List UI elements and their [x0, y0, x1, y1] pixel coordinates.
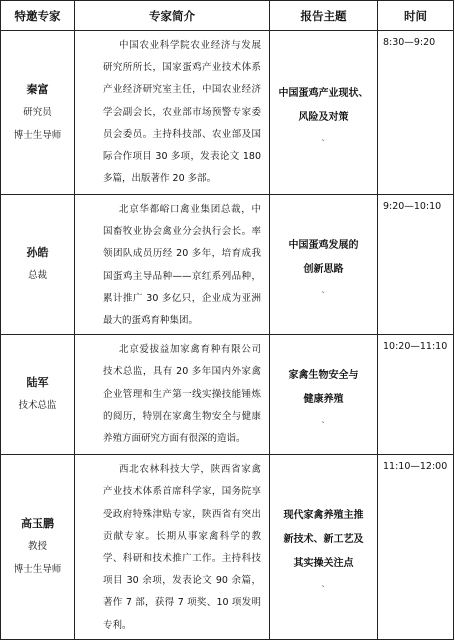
topic-line: 健康养殖 — [303, 393, 344, 405]
expert-name: 秦富 — [26, 82, 49, 96]
expert-title: 研究员 — [23, 106, 52, 118]
expert-name: 陆军 — [26, 376, 49, 390]
expert-name: 高玉鹏 — [21, 517, 54, 531]
table-row — [1, 195, 454, 335]
topic-line: 中国蛋鸡产业现状、 — [278, 87, 369, 99]
bio-cell — [75, 31, 270, 195]
time-slot: 8:30—9:20 — [383, 37, 436, 48]
expert-title: 总裁 — [27, 270, 47, 282]
topic-line: 其实操关注点 — [293, 558, 354, 570]
time-cell — [378, 195, 454, 335]
topic-line: 中国蛋鸡发展的 — [288, 239, 359, 251]
topic-cell — [270, 195, 378, 335]
topic-line: 创新思路 — [303, 263, 344, 275]
expert-title: 技术总监 — [18, 400, 57, 412]
time-slot: 10:20—11:10 — [383, 341, 448, 353]
expert-cell — [1, 195, 75, 335]
expert-cell — [1, 31, 75, 195]
expert-bio: 中国农业科学院农业经济与发展研究所所长，国家蛋鸡产业技术体系产业经济研究室主任，中国农业经济学会副会长，农业部市场预警专家委员会委员。主持科技部、农业部及国际合作项目 30 多项，发表论文 180 多篇，出版著作 20 多部。 — [103, 40, 261, 185]
header-topic: 报告主题 — [270, 1, 378, 31]
time-cell — [378, 335, 454, 455]
time-slot: 9:20—10:10 — [383, 201, 442, 212]
bio-cell — [75, 195, 270, 335]
topic-cell — [270, 335, 378, 455]
expert-bio: 北京爱拔益加家禽育种有限公司技术总监，具有 20 多年国内外家禽企业管理和生产第一线实操技能锤炼的阅历，特别在家禽生物安全与健康养殖方面研究方面有很深的造诣。 — [103, 344, 261, 445]
paragraph-mark-icon: ˎ — [321, 578, 326, 588]
topic-line: 新技术、新工艺及 — [283, 534, 364, 546]
topic-line: 家禽生物安全与 — [288, 369, 359, 381]
expert-bio: 西北农林科技大学，陕西省家禽产业技术体系首席科学家，国务院享受政府特殊津贴专家，陕西省有突出贡献专家。长期从事家禽科学的教学、科研和技术推广工作。主持科技项目 30 余项，发表论文 90 余篇，著作 7 部，获得 7 项奖、10 项发明专利。 — [103, 464, 261, 631]
table-row — [1, 335, 454, 455]
time-slot: 11:10—12:00 — [383, 461, 448, 473]
topic-cell — [270, 31, 378, 195]
expert-bio: 北京华都峪口禽业集团总裁，中国畜牧业协会禽业分会执行会长。率领团队成员历经 20 多年，培育成我国蛋鸡主导品种——京红系列品种，累计推广 30 多亿只，企业成为亚洲最大的蛋鸡育种集团。 — [103, 204, 261, 327]
paragraph-mark-icon: ˎ — [321, 283, 326, 293]
paragraph-mark-icon: ˎ — [321, 131, 326, 141]
expert-cell — [1, 455, 75, 640]
expert-name: 孙皓 — [26, 246, 49, 260]
topic-line: 风险及对策 — [298, 111, 349, 123]
header-bio: 专家简介 — [75, 1, 270, 31]
expert-title: 教授 — [27, 541, 47, 553]
header-time: 时间 — [378, 1, 454, 31]
table-row — [1, 31, 454, 195]
header-expert: 特邀专家 — [1, 1, 75, 31]
expert-title: 博士生导师 — [13, 129, 62, 141]
topic-line: 现代家禽养殖主推 — [283, 510, 364, 522]
bio-cell — [75, 335, 270, 455]
topic-cell — [270, 455, 378, 640]
expert-cell — [1, 335, 75, 455]
table-row — [1, 455, 454, 640]
bio-cell — [75, 455, 270, 640]
time-cell — [378, 455, 454, 640]
paragraph-mark-icon: ˎ — [321, 413, 326, 423]
header-row — [1, 1, 454, 31]
expert-title: 博士生导师 — [13, 564, 62, 576]
time-cell — [378, 31, 454, 195]
